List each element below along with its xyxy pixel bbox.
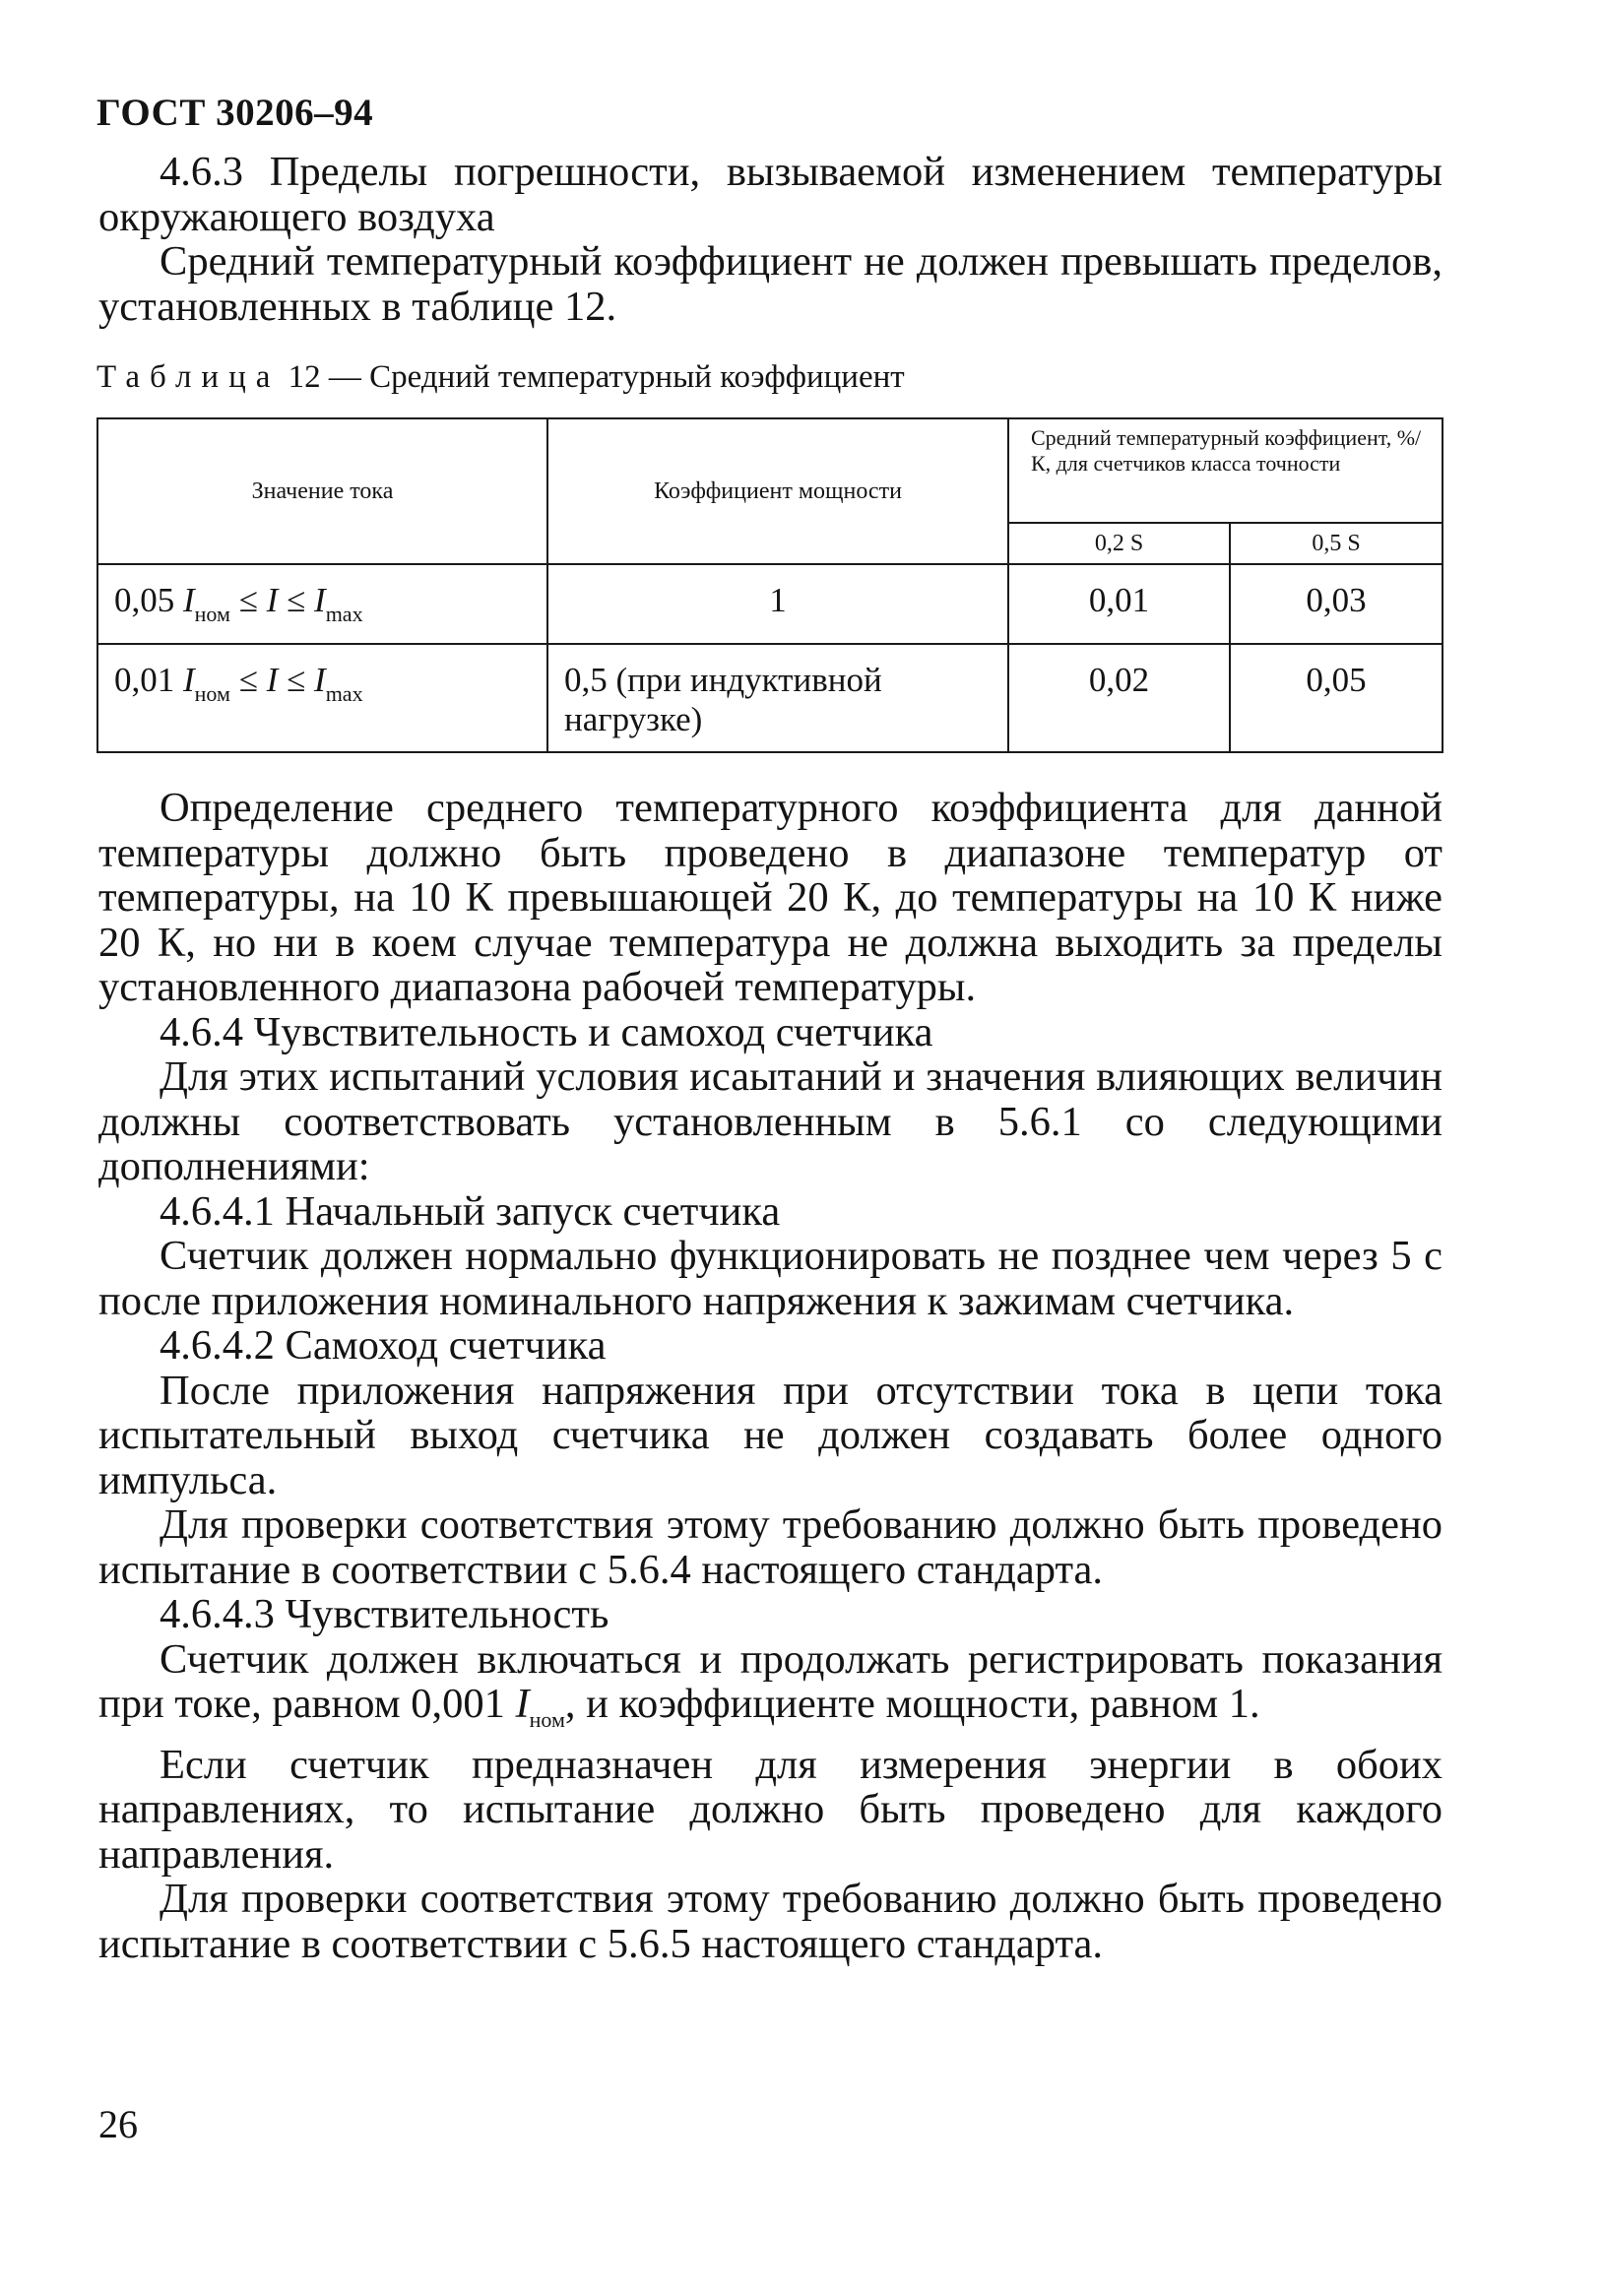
table-row	[97, 644, 1443, 752]
paragraph: После приложения напряжения при отсутствии тока в цепи тока испытательный выход счетчика не должен создавать более одного импульса.	[98, 1367, 1443, 1503]
paragraph: Если счетчик предназначен для измерения энергии в обоих направлениях, то испытание должно быть проведено для каждого направления.	[98, 1741, 1443, 1878]
paragraph: Для проверки соответствия этому требованию должно быть проведено испытание в соответствии с 5.6.5 настоящего стандарта.	[98, 1876, 1443, 1967]
section-title-4-6-4: 4.6.4 Чувствительность и самоход счетчика	[160, 1008, 933, 1055]
value-0-2s-cell: 0,02	[1008, 644, 1230, 752]
section-title-4-6-4-1: 4.6.4.1 Начальный запуск счетчика	[160, 1187, 781, 1235]
section-4-6-3	[98, 150, 1443, 329]
paragraph: Для проверки соответствия этому требованию должно быть проведено испытание в соответствии с 5.6.4 настоящего стандарта.	[98, 1501, 1443, 1593]
header-power-factor: Коэффициент мощности	[547, 418, 1008, 564]
page-number: 26	[98, 2102, 138, 2146]
table-caption-text: 12 — Средний температурный коэффициент	[288, 359, 905, 395]
standard-header: ГОСТ 30206–94	[96, 92, 374, 134]
table-caption	[96, 359, 905, 396]
current-range-cell: 0,05 $I_{ном} \le I \le I_{max}$	[97, 564, 547, 644]
header-current: Значение тока	[97, 418, 547, 564]
temperature-coefficient-table	[96, 417, 1443, 753]
body-text	[98, 786, 1443, 1966]
paragraph: Счетчик должен нормально функционировать не позднее чем через 5 с после приложения номинального напряжения к зажимам счетчика.	[98, 1233, 1443, 1324]
table-header-row	[97, 418, 1443, 523]
paragraph: Средний температурный коэффициент не должен превышать пределов, установленных в таблице 12.	[98, 238, 1443, 330]
table-row	[97, 564, 1443, 644]
current-range-cell: 0,01 $I_{ном} \le I \le I_{max}$	[97, 644, 547, 752]
header-class-0-2s: 0,2 S	[1008, 523, 1230, 564]
section-title-4-6-4-3: 4.6.4.3 Чувствительность	[160, 1591, 609, 1637]
section-title: 4.6.3 Пределы погрешности, вызываемой изменением температуры окружающего воздуха	[98, 149, 1443, 240]
value-0-5s-cell: 0,05	[1230, 644, 1443, 752]
paragraph: Для этих испытаний условия исаытаний и значения влияющих величин должны соответствовать установленным в 5.6.1 со следующими дополнениями:	[98, 1053, 1443, 1189]
table-caption-word: Таблица	[96, 359, 281, 395]
power-factor-cell: 1	[547, 564, 1008, 644]
section-title-4-6-4-2: 4.6.4.2 Самоход счетчика	[160, 1322, 607, 1369]
paragraph-definition: Определение среднего температурного коэффициента для данной температуры должно быть проведено в диапазоне температур от температуры, на 10 К превышающей 20 К, до температуры на 10 К ниже 20 К, но ни в коем случае температура не должна выходить за пределы установленного диапазона рабочей температуры.	[98, 785, 1443, 1010]
value-0-2s-cell: 0,01	[1008, 564, 1230, 644]
header-class-0-5s: 0,5 S	[1230, 523, 1443, 564]
power-factor-cell: 0,5 (при индуктивной нагрузке)	[547, 644, 1008, 752]
value-0-5s-cell: 0,03	[1230, 564, 1443, 644]
header-temperature-coefficient: Средний температурный коэффициент, %/К, для счетчиков класса точности	[1008, 418, 1443, 523]
paragraph-sensitivity: Счетчик должен включаться и продолжать регистрировать показания при токе, равном 0,001 $I_{ном}$, и коэффициенте мощности, равном 1.	[98, 1635, 1443, 1732]
